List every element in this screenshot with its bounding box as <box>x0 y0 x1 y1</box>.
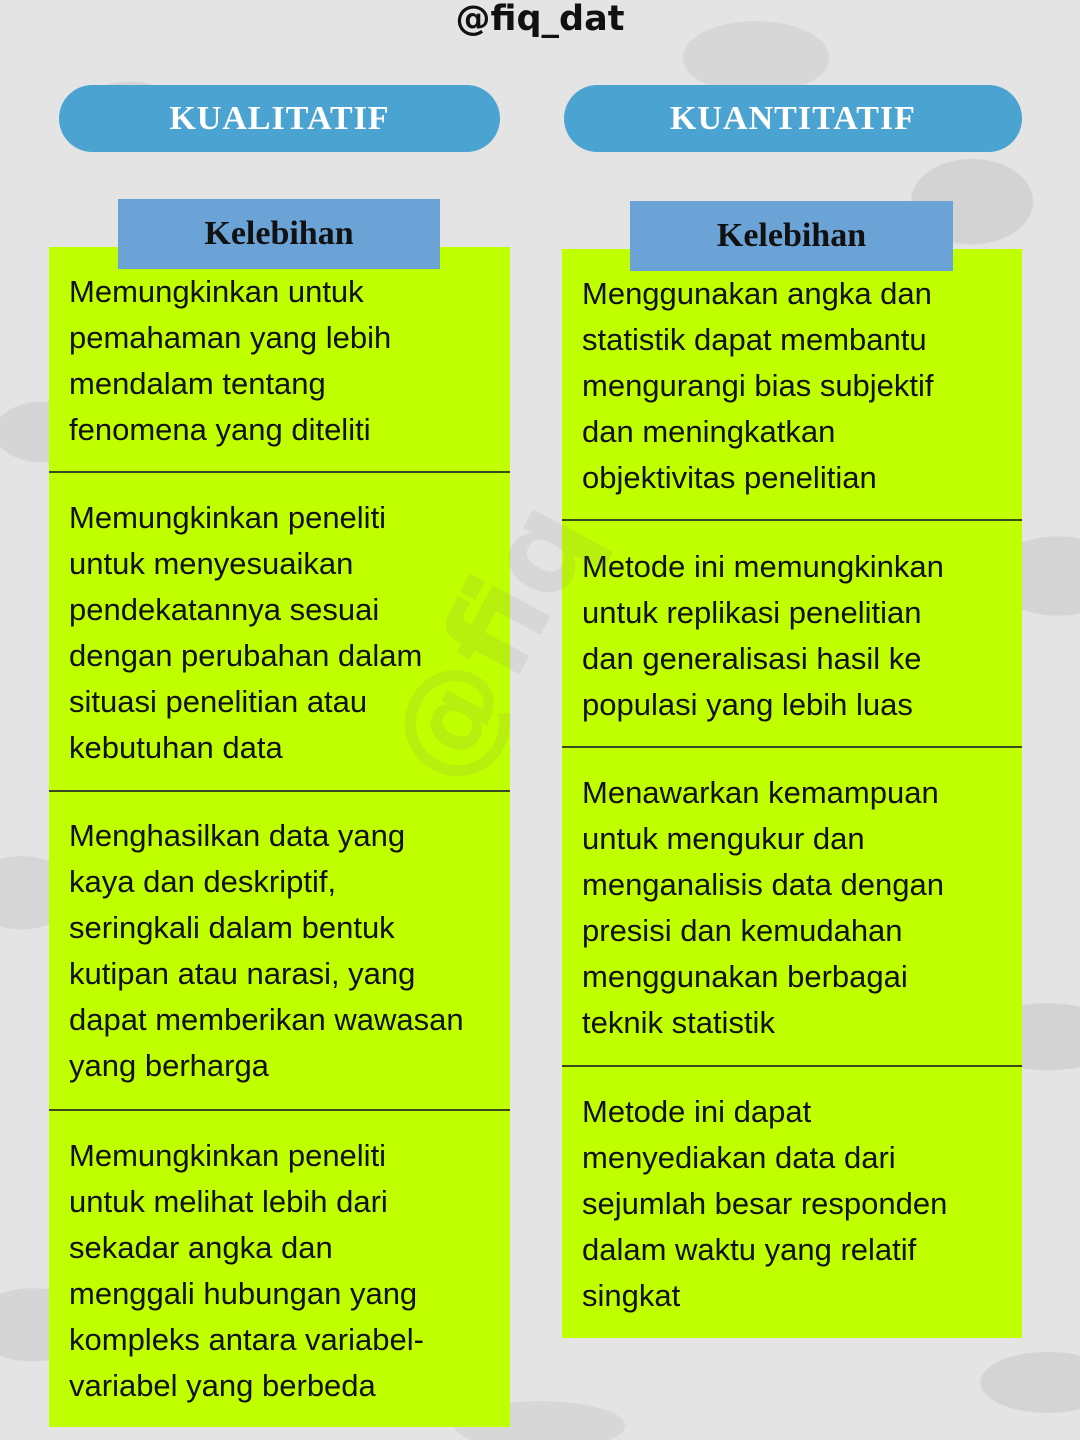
quantitative-title: KUANTITATIF <box>564 85 1022 152</box>
qualitative-title: KUALITATIF <box>59 85 500 152</box>
qualitative-advantages-column <box>49 247 510 1427</box>
quantitative-advantage-1: Menggunakan angka dan statistik dapat membantu mengurangi bias subjektif dan meningkatkan objektivitas penelitian <box>582 276 934 495</box>
quantitative-advantages-column <box>562 249 1022 1338</box>
qualitative-advantage-4: Memungkinkan peneliti untuk melihat lebih dari sekadar angka dan menggali hubungan yang kompleks antara variabel- variabel yang berbeda <box>69 1138 424 1403</box>
qualitative-advantage-1: Memungkinkan untuk pemahaman yang lebih mendalam tentang fenomena yang diteliti <box>69 274 392 447</box>
quantitative-advantages-label: Kelebihan <box>630 201 953 271</box>
divider <box>49 790 510 792</box>
divider <box>49 1109 510 1111</box>
quantitative-advantage-3: Menawarkan kemampuan untuk mengukur dan menganalisis data dengan presisi dan kemudahan menggunakan berbagai teknik statistik <box>582 775 944 1040</box>
author-handle: @fiq_dat <box>455 0 625 39</box>
quantitative-advantage-2: Metode ini memungkinkan untuk replikasi penelitian dan generalisasi hasil ke populasi yang lebih luas <box>582 549 944 722</box>
divider <box>49 471 510 473</box>
quantitative-advantage-4: Metode ini dapat menyediakan data dari sejumlah besar responden dalam waktu yang relatif singkat <box>582 1094 948 1313</box>
divider <box>562 746 1022 748</box>
qualitative-advantages-label: Kelebihan <box>118 199 440 269</box>
qualitative-advantage-3: Menghasilkan data yang kaya dan deskriptif, seringkali dalam bentuk kutipan atau narasi, yang dapat memberikan wawasan yang berharga <box>69 818 464 1083</box>
divider <box>562 1065 1022 1067</box>
qualitative-advantage-2: Memungkinkan peneliti untuk menyesuaikan pendekatannya sesuai dengan perubahan dalam situasi penelitian atau kebutuhan data <box>69 500 423 765</box>
divider <box>562 519 1022 521</box>
